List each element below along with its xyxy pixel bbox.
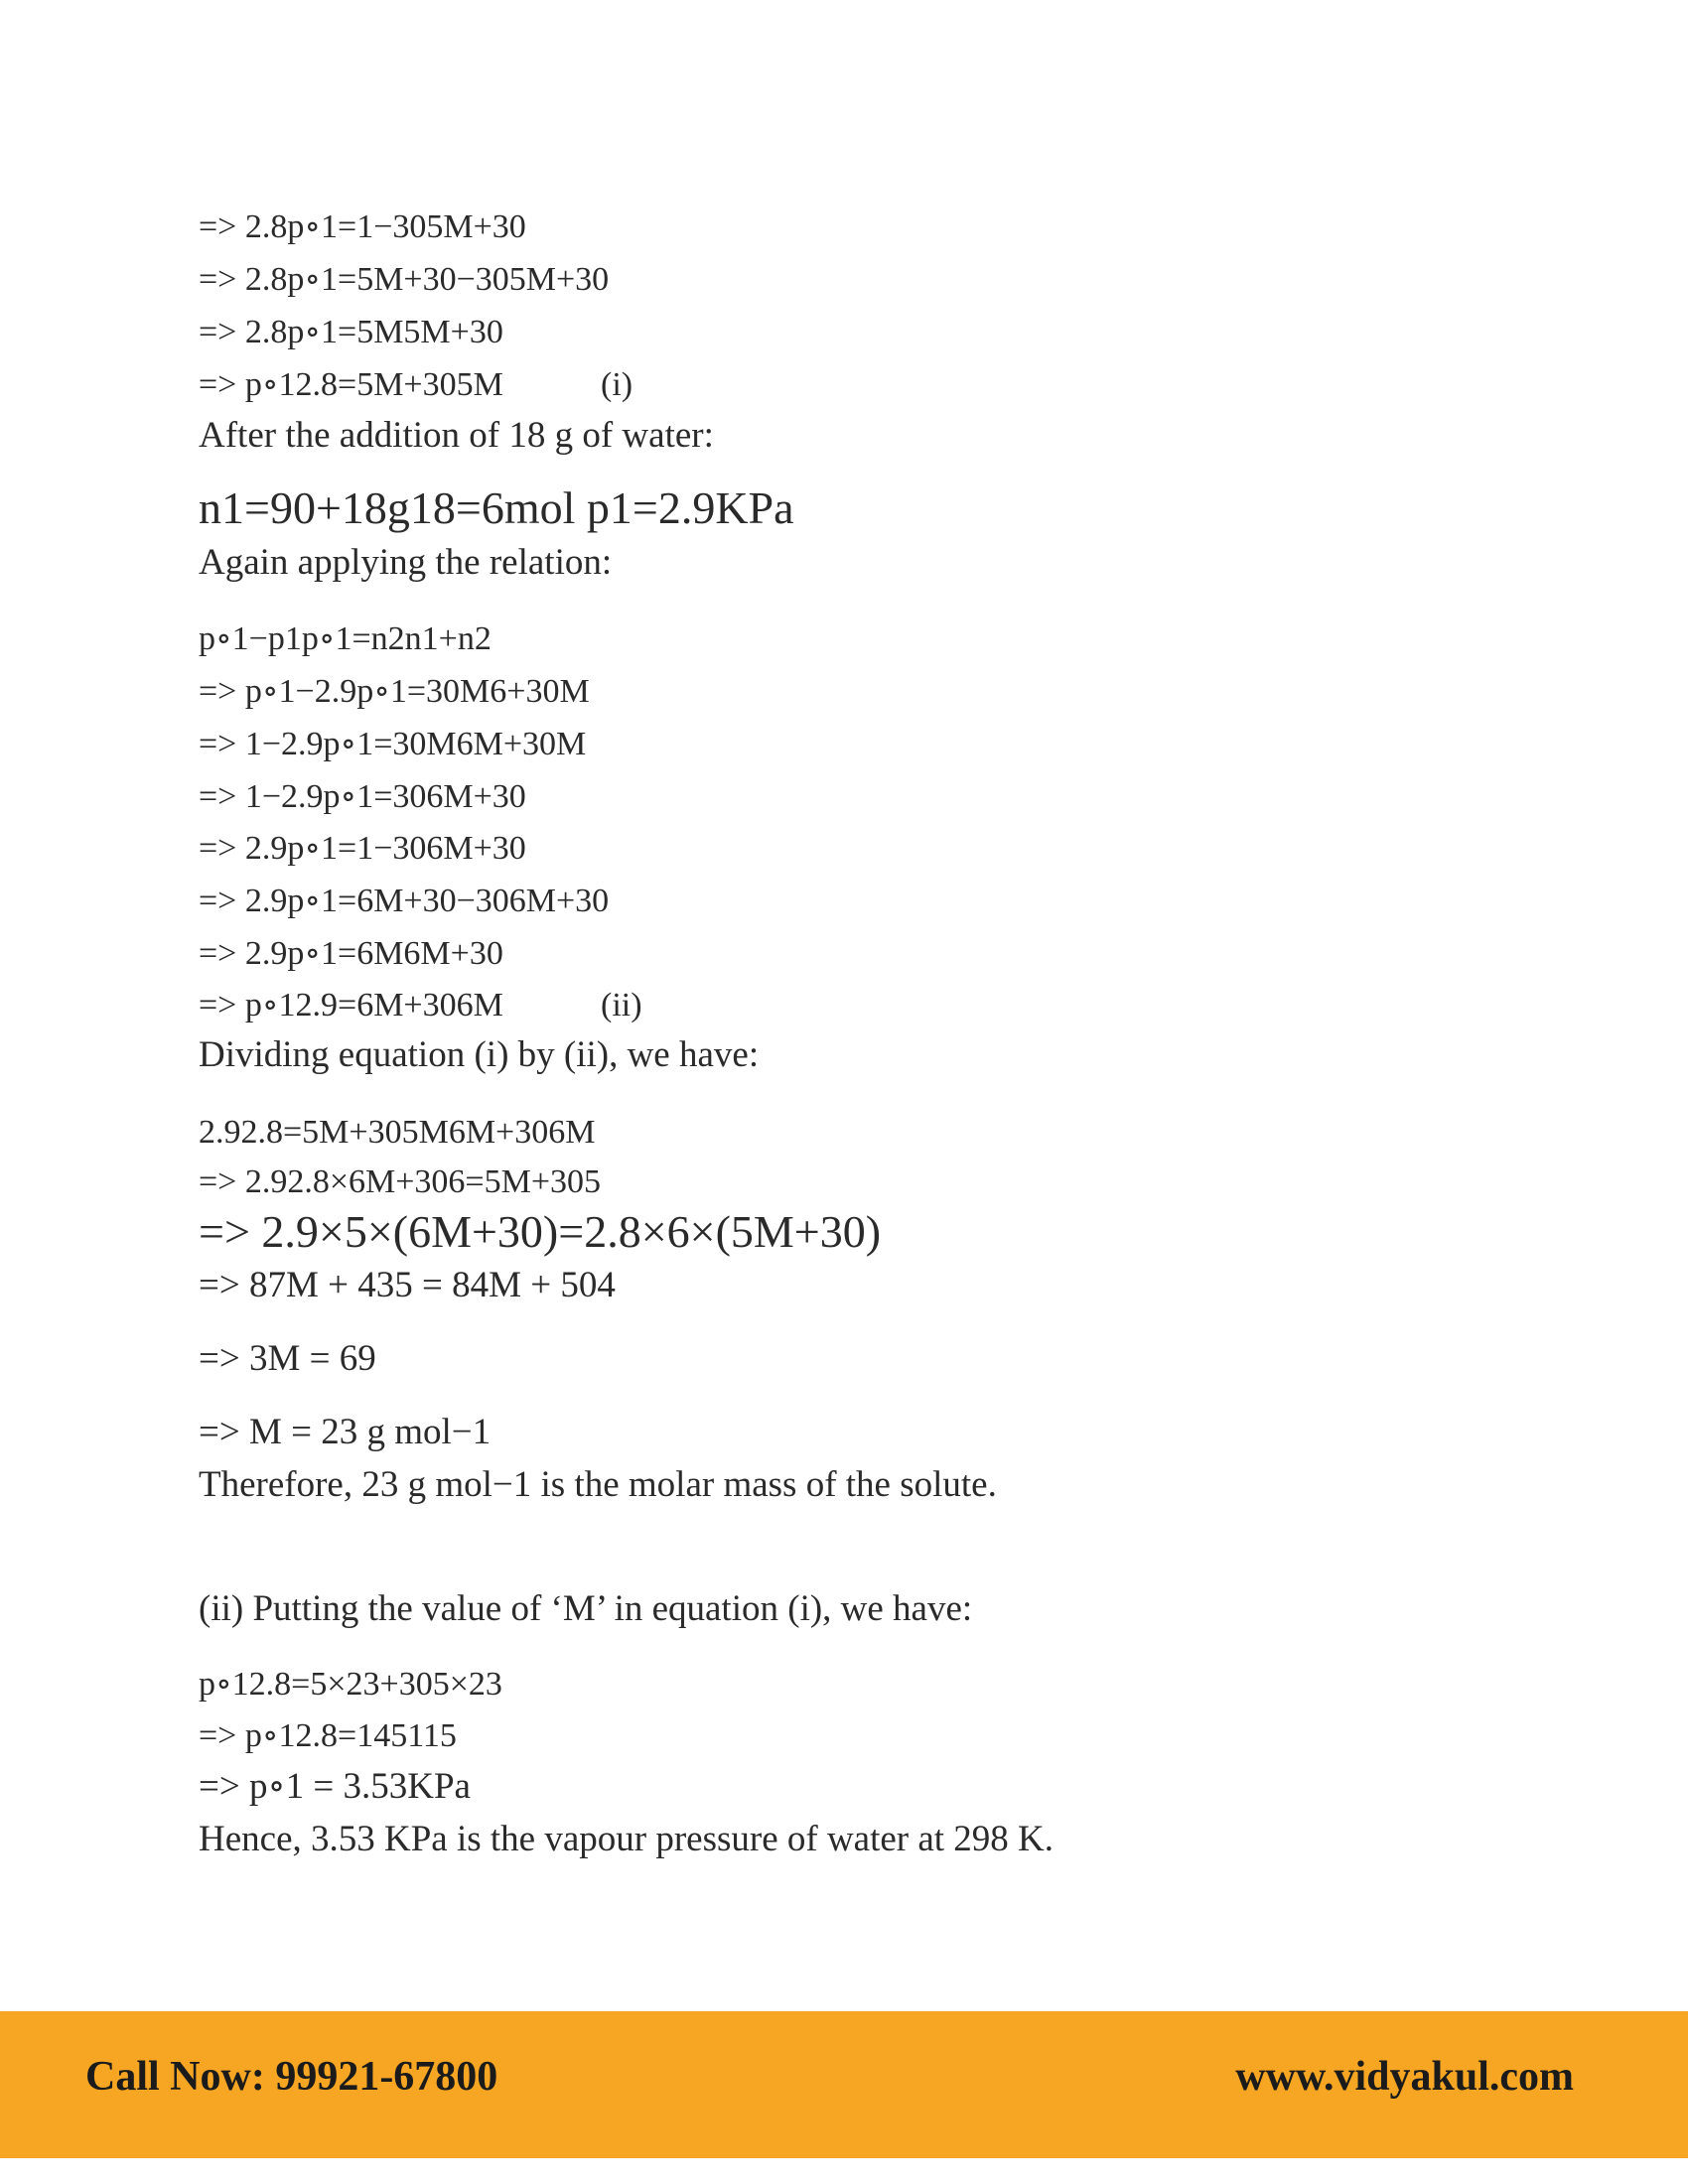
equation-line: => 2.8p∘1=5M+30−305M+30 <box>199 261 610 298</box>
equation-line: => 2.9p∘1=1−306M+30 <box>199 830 526 867</box>
equation-line: => 2.9×5×(6M+30)=2.8×6×(5M+30) <box>199 1206 882 1257</box>
equation-line: => p∘12.9=6M+306M <box>199 987 503 1024</box>
equation-line: => 2.9p∘1=6M6M+30 <box>199 935 503 972</box>
equation-line: => 1−2.9p∘1=30M6M+30M <box>199 726 587 762</box>
website-link[interactable]: www.vidyakul.com <box>1235 2054 1574 2100</box>
after-addition-text: After the addition of 18 g of water: <box>199 415 714 456</box>
equation-line: => 2.9p∘1=6M+30−306M+30 <box>199 883 610 919</box>
equation-line: => 87M + 435 = 84M + 504 <box>199 1265 616 1305</box>
call-now-text[interactable]: Call Now: 99921-67800 <box>85 2054 498 2100</box>
equation-tag-ii: (ii) <box>601 987 642 1024</box>
part-ii-intro: (ii) Putting the value of ‘M’ in equation (i), we have: <box>199 1588 973 1629</box>
footer-bar <box>0 2011 1688 2158</box>
hence-text: Hence, 3.53 KPa is the vapour pressure of water at 298 K. <box>199 1819 1055 1859</box>
equation-line: => 2.92.8×6M+306=5M+305 <box>199 1163 602 1200</box>
equation-line: => 1−2.9p∘1=306M+30 <box>199 778 526 815</box>
equation-line: => p∘12.8=5M+305M <box>199 366 503 403</box>
equation-line: p∘12.8=5×23+305×23 <box>199 1666 502 1703</box>
again-applying-text: Again applying the relation: <box>199 542 613 583</box>
equation-line: => p∘1 = 3.53KPa <box>199 1766 471 1807</box>
equation-line: => 2.8p∘1=1−305M+30 <box>199 208 526 245</box>
dividing-text: Dividing equation (i) by (ii), we have: <box>199 1034 760 1075</box>
equation-tag-i: (i) <box>601 366 633 403</box>
equation-line: => p∘12.8=145115 <box>199 1717 457 1754</box>
n1-equation: n1=90+18g18=6mol p1=2.9KPa <box>199 482 794 533</box>
equation-line: => 3M = 69 <box>199 1338 376 1379</box>
equation-line: => p∘1−2.9p∘1=30M6+30M <box>199 673 590 710</box>
equation-line: => M = 23 g mol−1 <box>199 1412 492 1452</box>
therefore-text: Therefore, 23 g mol−1 is the molar mass of the solute. <box>199 1464 997 1505</box>
equation-line: p∘1−p1p∘1=n2n1+n2 <box>199 620 492 657</box>
equation-line: => 2.8p∘1=5M5M+30 <box>199 314 503 350</box>
equation-line: 2.92.8=5M+305M6M+306M <box>199 1114 596 1151</box>
